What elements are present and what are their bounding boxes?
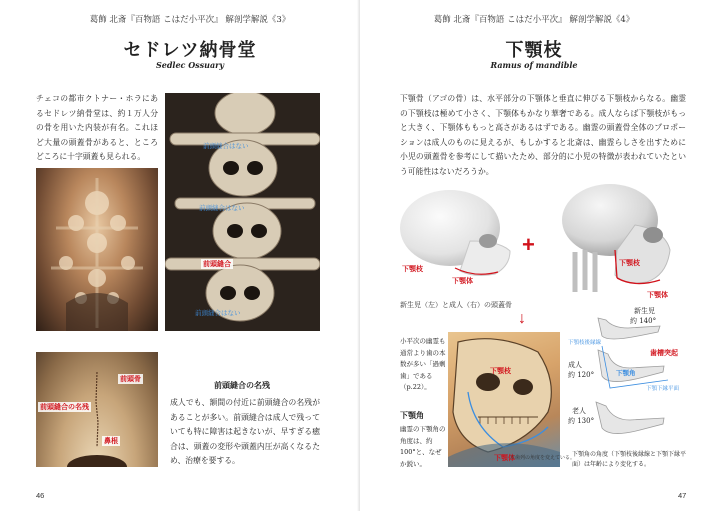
skull-label-nasion: 鼻根	[104, 438, 118, 445]
suture-paragraph: 成人でも、額間の付近に前頭縫合の名残があることが多い。前頭縫合は成人で残っていても特に障害は起きないが、早すぎる癒合は、頭蓋の変形や頭蓋内圧が高くなるため、治療を要する。	[170, 398, 320, 465]
newborn-skull-illustration	[400, 186, 522, 286]
right-page	[360, 0, 720, 511]
stacked-skulls-photo	[165, 93, 320, 331]
right-running-head: 葛飾 北斎『百物語 こはだ小平次』 解剖学解説《4》	[433, 15, 635, 25]
angle-bottom-note: 下顎角の角度（下顎枝後縁線と下顎下縁平面）は年齢により変化する。	[572, 451, 687, 468]
photo-label-no-suture-2: 前頭縫合はない	[199, 205, 245, 212]
newborn-body-label: 下顎体	[452, 278, 473, 285]
angle-label-adult: 成人	[568, 361, 582, 369]
angle-value-adult: 約 120°	[568, 371, 595, 379]
skull-caption: 新生児（左）と成人（右）の頭蓋骨	[400, 301, 512, 309]
angle-label-elder: 老人	[572, 407, 586, 415]
print-footnote: ※歯列の角度を変えている。	[510, 455, 576, 461]
skull-label-suture-remnant: 前頭縫合の名残	[40, 404, 89, 411]
mandible-angle-note: 幽霊の下顎角の角度は、約100°と、なぜか鋭い。	[400, 425, 446, 468]
mandible-angle-heading: 下顎角	[400, 411, 424, 420]
left-paragraph: チェコの都市クトナー・ホラにあるセドレツ納骨堂は、約１万人分の骨を用いた内装が有名。これほど大量の頭蓋骨があると、ところどころに十字頭蓋も見られる。	[36, 94, 158, 161]
left-subtitle: Sedlec Ossuary	[155, 60, 225, 70]
adult-skull-illustration	[555, 180, 685, 300]
extra-teeth-note: 小平次の幽霊も通常より歯の本数が多い「過剰歯」である（p.22）。	[400, 337, 446, 391]
ossuary-chandelier-photo	[36, 168, 158, 331]
right-paragraph: 下顎骨（アゴの骨）は、水平部分の下顎体と垂直に伸びる下顎枝からなる。幽霊の下顎枝は極めて小さく、下顎体もかなり華奢である。成人ならば下顎枝がもっと大きく、下顎体ももっと高さがあるはずである。幽霊の頭蓋骨全体のプロポーションは成人のものに見えるが、もしかすると北斎は、幽霊らしさを出すために小児の頭蓋骨を参考にして描いたため、部分的に小児の特徴が表われていたという可能性はないだろうか。	[400, 94, 686, 176]
down-arrow-icon: ↓	[518, 310, 526, 327]
newborn-ramus-label: 下顎枝	[402, 266, 423, 273]
photo-label-no-suture-1: 前頭縫合はない	[203, 143, 249, 150]
left-running-head: 葛飾 北斎『百物語 こはだ小平次』 解剖学解説《3》	[89, 15, 291, 25]
print-ramus-label: 下顎枝	[490, 368, 511, 375]
left-title: セドレツ納骨堂	[123, 40, 257, 61]
left-page-number: 46	[36, 491, 45, 500]
skull-label-frontal-bone: 前頭骨	[120, 376, 141, 383]
angle-value-newborn: 約 140°	[630, 317, 657, 325]
adult-ramus-label: 下顎枝	[619, 260, 640, 267]
gonial-angle-label: 下顎角	[616, 370, 636, 377]
print-body-label: 下顎体	[494, 455, 515, 462]
mandible-angle-diagram	[568, 306, 688, 456]
right-title: 下顎枝	[505, 40, 563, 61]
alveolar-label: 歯槽突起	[650, 350, 678, 357]
adult-body-label: 下顎体	[647, 292, 668, 299]
suture-subhead: 前頭縫合の名残	[214, 381, 270, 390]
angle-value-elder: 約 130°	[568, 417, 595, 425]
right-page-number: 47	[678, 491, 687, 500]
hokusai-print-detail	[448, 332, 560, 467]
ramus-line-label: 下顎枝後縁線	[568, 340, 602, 346]
skull-top-photo	[36, 352, 158, 467]
angle-label-newborn: 新生児	[634, 307, 655, 315]
plus-sign: +	[522, 232, 535, 257]
photo-label-frontal-suture: 前頭縫合	[203, 261, 231, 268]
right-subtitle: Ramus of mandible	[490, 60, 578, 70]
photo-label-no-suture-3: 前頭縫合はない	[195, 310, 241, 317]
mandibular-plane-label: 下顎下縁平面	[646, 386, 680, 392]
